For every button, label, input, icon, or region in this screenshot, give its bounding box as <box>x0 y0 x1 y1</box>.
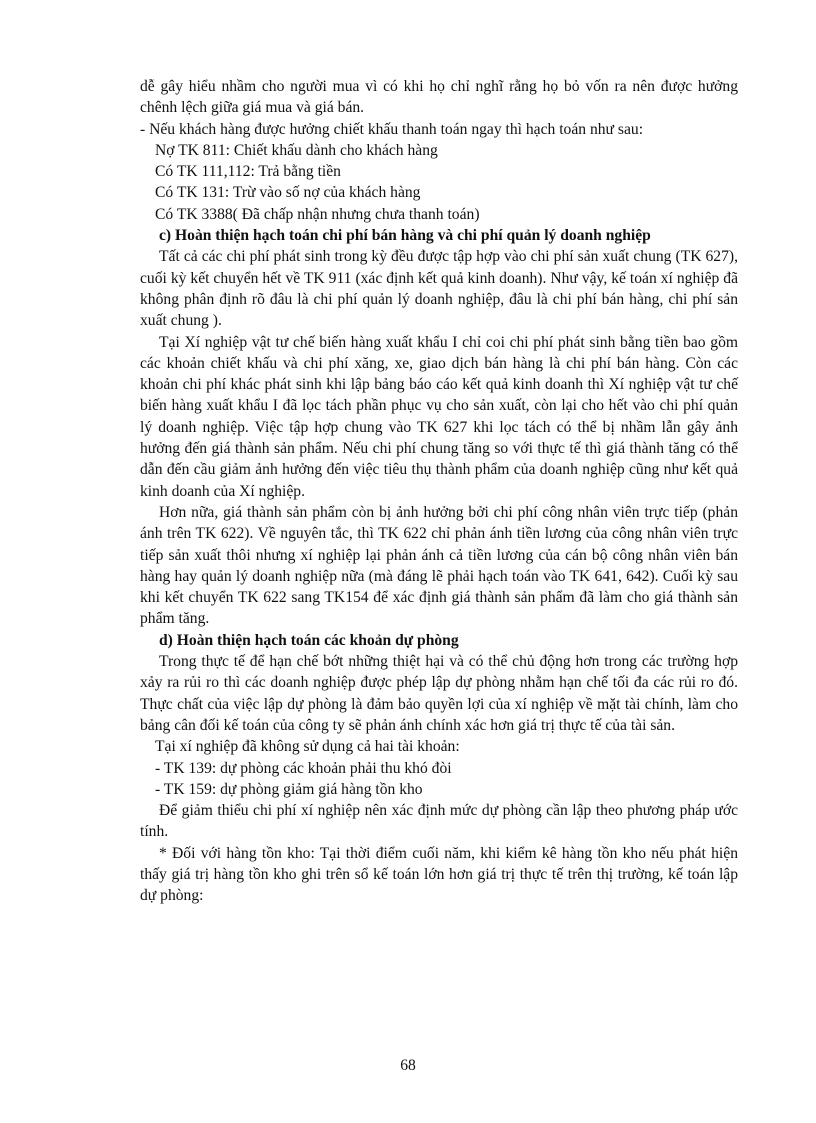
heading-section-c: c) Hoàn thiện hạch toán chi phí bán hàng và chi phí quản lý doanh nghiệp <box>159 227 651 245</box>
paragraph-selling-costs: Tại Xí nghiệp vật tư chế biến hàng xuất khẩu I chỉ coi chi phí phát sinh bằng tiền bao gồm các khoản chiết khấu và chi phí xăng, xe, giao dịch bán hàng là chi phí bán hàng. Còn các khoản chi phí khác phát sinh khi lập bảng báo cáo kết quả kinh doanh thì Xí nghiệp vật tư chế biến hàng xuất khẩu I đã lọc tách phần phục vụ cho sản xuất, còn lại cho hết vào chi phí quản lý doanh nghiệp. Việc tập hợp chung vào TK 627 khi lọc tách có thể bị nhầm lẫn gây ảnh hưởng đến giá thành sản phẩm. Nếu chi phí chung tăng so với thực tế thì giá thành tăng có thể dẫn đến cầu giảm ảnh hưởng đến việc tiêu thụ thành phẩm của doanh nghiệp cũng như kết quả kinh doanh của Xí nghiệp. <box>140 333 738 500</box>
paragraph-continuation: dễ gây hiểu nhầm cho người mua vì có khi họ chỉ nghĩ rằng họ bỏ vốn ra nên được hưởng chênh lệch giữa giá mua và giá bán. <box>140 78 738 117</box>
list-item-tk159: - TK 159: dự phòng giảm giá hàng tồn kho <box>155 780 423 798</box>
paragraph-accounts-unused: Tại xí nghiệp đã không sử dụng cả hai tài khoản: <box>155 738 460 756</box>
paragraph-estimation-method: Để giảm thiểu chi phí xí nghiệp nên xác định mức dự phòng cần lập theo phương pháp ước tính. <box>140 802 738 841</box>
paragraph-inventory: * Đối với hàng tồn kho: Tại thời điểm cuối năm, khi kiểm kê hàng tồn kho nếu phát hiện thấy giá trị hàng tồn kho ghi trên sổ kế toán lớn hơn giá trị thực tế trên thị trường, kế toán lập dự phòng: <box>140 844 738 905</box>
paragraph-costs-aggregation: Tất cả các chi phí phát sinh trong kỳ đều được tập hợp vào chi phí sản xuất chung (TK 627), cuối kỳ kết chuyển hết về TK 911 (xác định kết quả kinh doanh). Như vậy, kế toán xí nghiệp đã không phân định rõ đâu là chi phí quản lý doanh nghiệp, đâu là chi phí bán hàng, chi phí sản xuất chung ). <box>140 248 738 330</box>
list-item-tk139: - TK 139: dự phòng các khoản phải thu khó đòi <box>155 759 452 777</box>
paragraph-provisions: Trong thực tế để hạn chế bớt những thiệt hại và có thể chủ động hơn trong các trường hợp xảy ra rủi ro thì các doanh nghiệp được phép lập dự phòng nhằm hạn chế tối đa các rủi ro đó. Thực chất của việc lập dự phòng là đảm bảo quyền lợi của xí nghiệp về mặt tài chính, làm cho bảng cân đối kế toán của công ty sẽ phản ánh chính xác hơn giá trị thực tế của tài sản. <box>140 653 738 734</box>
entry-credit-131: Có TK 131: Trừ vào số nợ của khách hàng <box>155 184 421 202</box>
entry-credit-3388: Có TK 3388( Đã chấp nhận nhưng chưa thanh toán) <box>155 205 480 223</box>
page-content <box>140 76 738 907</box>
paragraph-discount-note: - Nếu khách hàng được hưởng chiết khấu thanh toán ngay thì hạch toán như sau: <box>140 120 644 138</box>
entry-credit-111-112: Có TK 111,112: Trả bằng tiền <box>155 163 341 181</box>
paragraph-labor-costs: Hơn nữa, giá thành sản phẩm còn bị ảnh hưởng bởi chi phí công nhân viên trực tiếp (phản ánh trên TK 622). Về nguyên tắc, thì TK 622 chỉ phản ánh tiền lương của công nhân viên trực tiếp sản xuất thôi nhưng xí nghiệp lại phản ánh cả tiền lương của cán bộ công nhân viên bán hàng hay quản lý doanh nghiệp nữa (mà đáng lẽ phải hạch toán vào TK 641, 642). Cuối kỳ sau khi kết chuyển TK 622 sang TK154 để xác định giá thành sản phẩm đã làm cho giá thành sản phẩm tăng. <box>140 503 738 628</box>
heading-section-d: d) Hoàn thiện hạch toán các khoản dự phòng <box>159 631 459 649</box>
page-number: 68 <box>400 1057 416 1074</box>
entry-debit-811: Nợ TK 811: Chiết khấu dành cho khách hàng <box>155 141 438 159</box>
